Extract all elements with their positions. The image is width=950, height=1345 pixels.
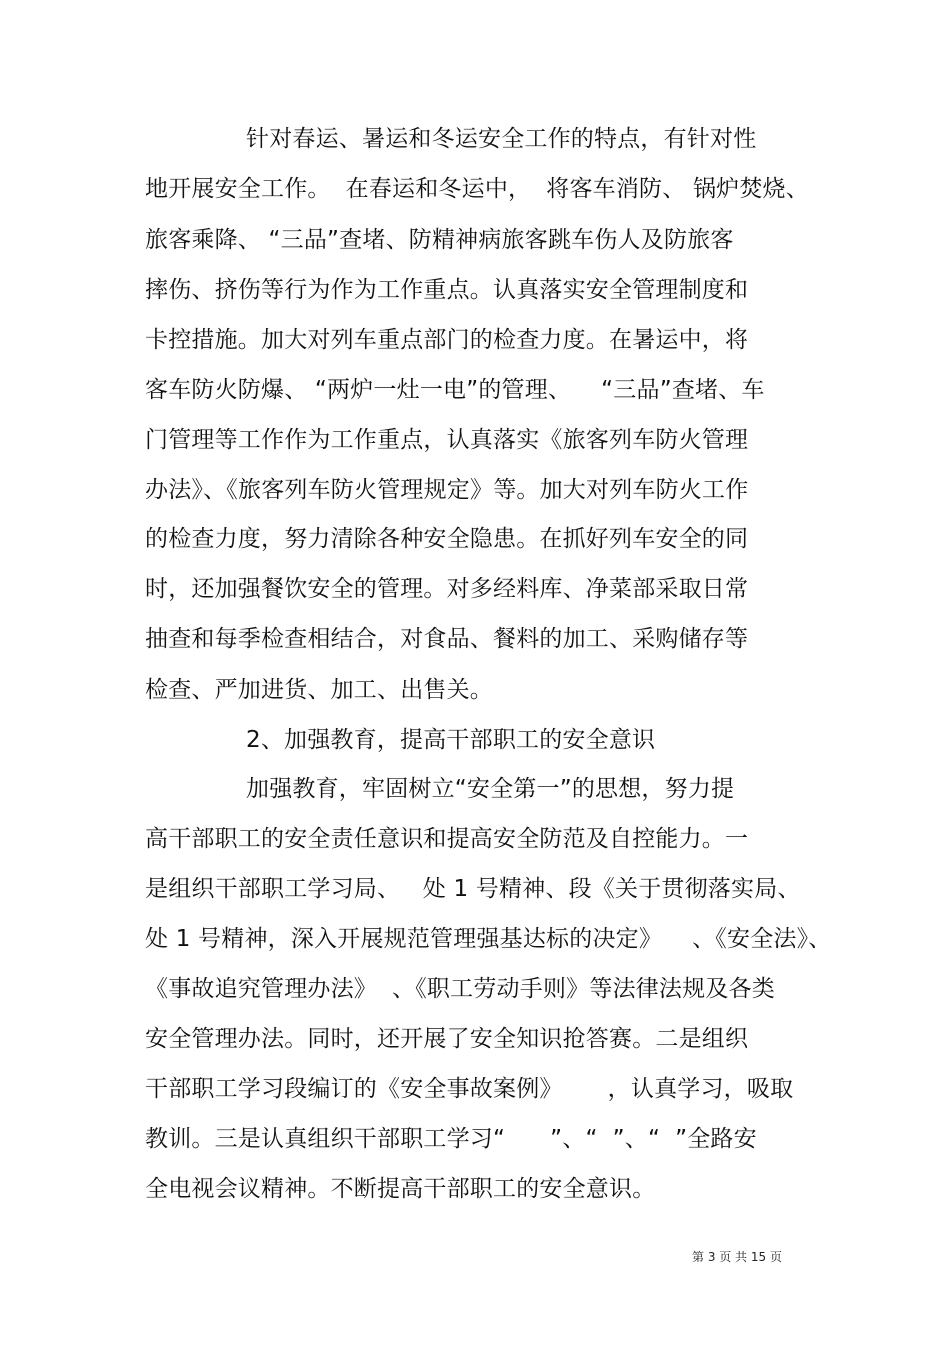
paragraph-1-line-2: 地开展安全工作。 在春运和冬运中， 将客车消防、 锅炉焚烧、 [145,176,809,202]
paragraph-1-line-12: 检查、严加进货、加工、出售关。 [145,677,493,703]
paragraph-1-line-11: 抽查和每季检查相结合，对食品、餐料的加工、采购储存等 [145,626,749,652]
paragraph-2-line-2: 高干部职工的安全责任意识和提高安全防范及自控能力。一 [145,826,749,852]
paragraph-2-line-6: 安全管理办法。同时，还开展了安全知识抢答赛。二是组织 [145,1026,749,1052]
paragraph-2-line-9: 全电视会议精神。不断提高干部职工的安全意识。 [145,1176,656,1202]
paragraph-1-line-5: 卡控措施。加大对列车重点部门的检查力度。在暑运中，将 [145,327,749,353]
paragraph-2-line-4: 处 1 号精神，深入开展规范管理强基达标的决定》 、《安全法》、 [145,926,832,952]
paragraph-2-line-1: 加强教育，牢固树立“安全第一”的思想，努力提 [246,776,735,802]
paragraph-1-line-1: 针对春运、暑运和冬运安全工作的特点，有针对性 [246,126,757,152]
paragraph-1-line-4: 摔伤、挤伤等行为作为工作重点。认真落实安全管理制度和 [145,277,749,303]
page-number-footer: 第 3 页 共 15 页 [692,1250,782,1264]
paragraph-1-line-8: 办法》、《旅客列车防火管理规定》等。加大对列车防火工作 [145,477,749,503]
paragraph-1-line-6: 客车防火防爆、 “两炉一灶一电”的管理、 “三品”查堵、车 [145,377,765,403]
paragraph-2-line-8: 教训。三是认真组织干部职工学习“ ”、“ ”、“ ”全路安 [145,1126,757,1152]
paragraph-2-line-3: 是组织干部职工学习局、 处 1 号精神、段《关于贯彻落实局、 [145,876,801,902]
paragraph-1-line-9: 的检查力度，努力清除各种安全隐患。在抓好列车安全的同 [145,526,749,552]
paragraph-1-line-10: 时，还加强餐饮安全的管理。对多经料库、净菜部采取日常 [145,576,749,602]
paragraph-1-line-7: 门管理等工作作为工作重点，认真落实《旅客列车防火管理 [145,427,749,453]
section-heading: 2、加强教育，提高干部职工的安全意识 [246,727,656,753]
paragraph-1-line-3: 旅客乘降、 “三品”查堵、防精神病旅客跳车伤人及防旅客 [145,227,734,253]
paragraph-2-line-5: 《事故追究管理办法》 、《职工劳动手则》等法律法规及各类 [145,976,775,1002]
paragraph-2-line-7: 干部职工学习段编订的《安全事故案例》 ，认真学习，吸取 [145,1076,794,1102]
